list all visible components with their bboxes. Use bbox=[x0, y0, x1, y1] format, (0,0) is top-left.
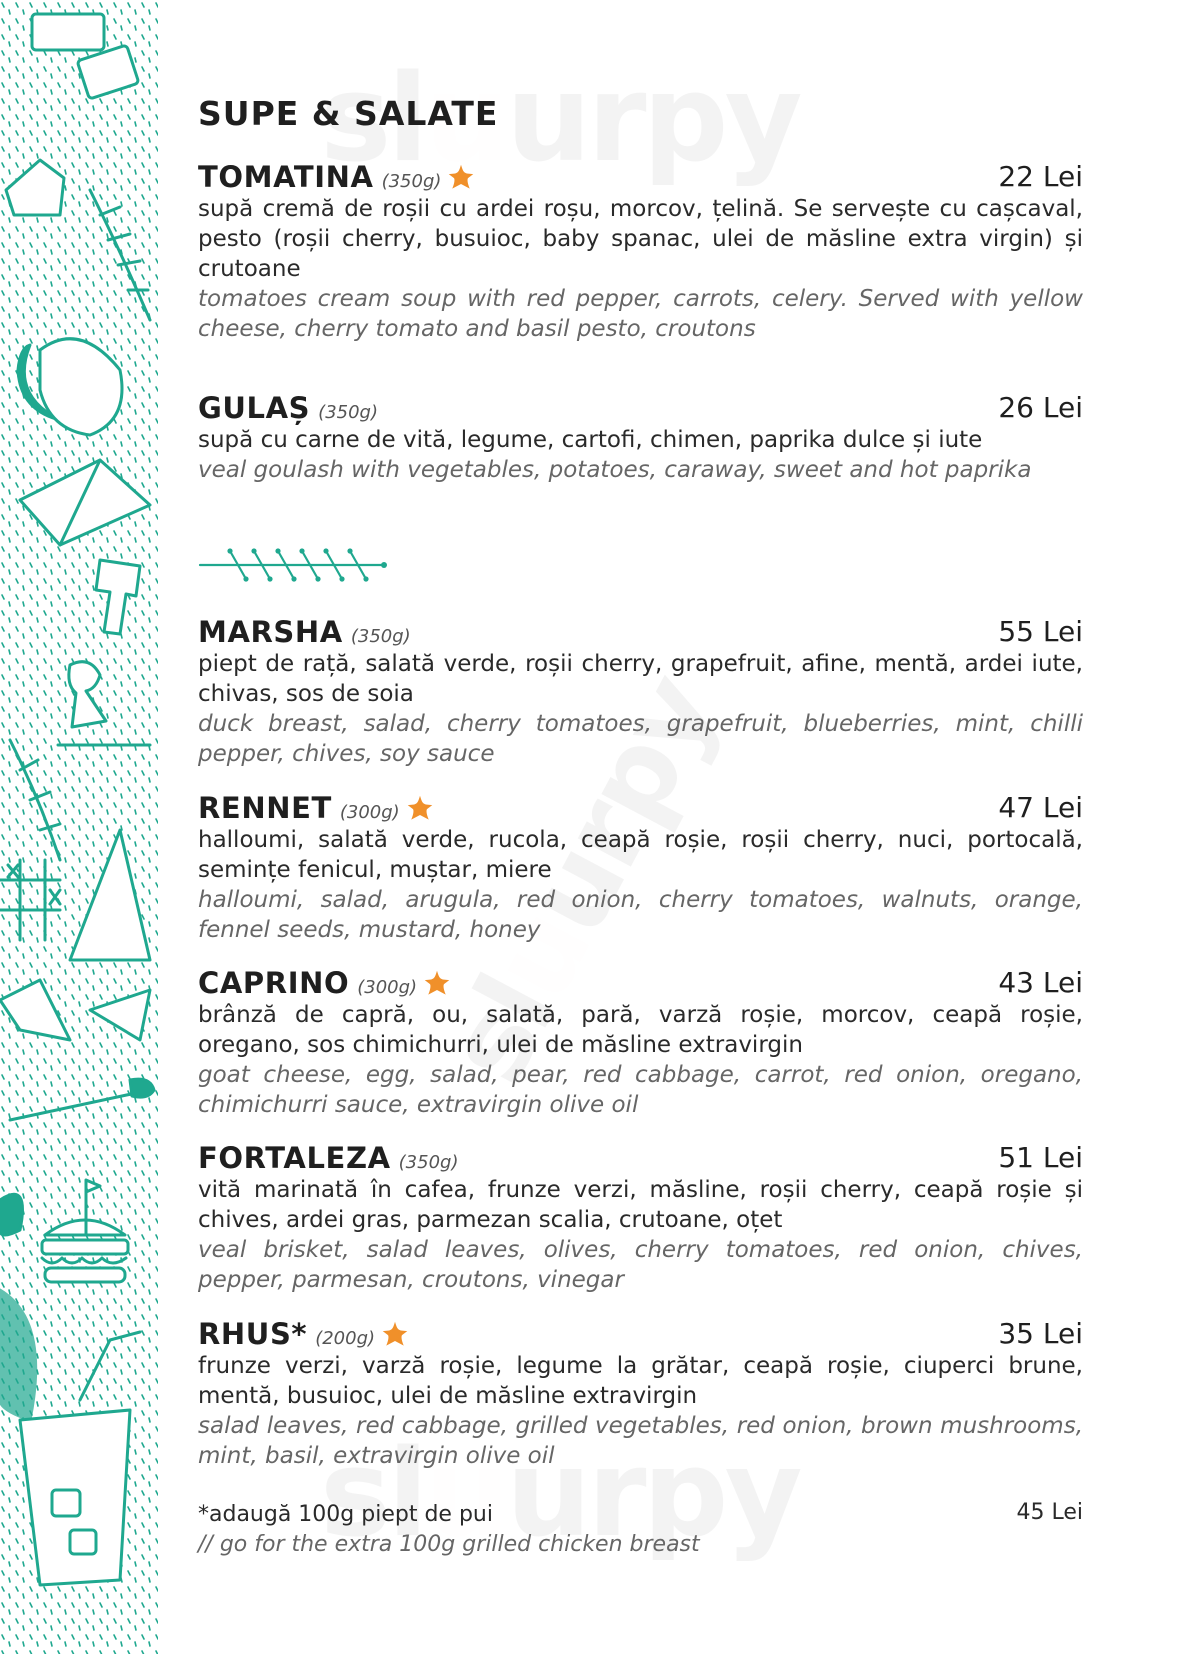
menu-item-fortaleza bbox=[198, 1141, 1083, 1295]
note-text-en: // go for the extra 100g grilled chicken breast bbox=[198, 1532, 700, 1557]
item-description-en: goat cheese, egg, salad, pear, red cabbage, carrot, red onion, oregano, chimichurri sauce, extravirgin olive oil bbox=[198, 1062, 1083, 1118]
doodle-border bbox=[0, 0, 158, 1654]
item-weight: (350g) bbox=[398, 1152, 459, 1173]
item-price: 35 Lei bbox=[998, 1317, 1083, 1350]
item-weight: (350g) bbox=[381, 171, 442, 192]
item-name: MARSHA bbox=[198, 615, 343, 649]
item-weight: (200g) bbox=[315, 1328, 376, 1349]
item-price: 51 Lei bbox=[998, 1141, 1083, 1174]
star-icon bbox=[381, 1320, 409, 1348]
doodle-illustration bbox=[0, 0, 158, 1654]
item-description-ro: supă cu carne de vită, legume, cartofi, chimen, paprika dulce și iute bbox=[198, 427, 983, 453]
item-price: 55 Lei bbox=[998, 615, 1083, 648]
item-price: 43 Lei bbox=[998, 966, 1083, 999]
menu-item-caprino bbox=[198, 966, 1083, 1120]
item-description-en: veal brisket, salad leaves, olives, cherry tomatoes, red onion, chives, pepper, parmesan, croutons, vinegar bbox=[198, 1237, 1083, 1293]
item-description-en: halloumi, salad, arugula, red onion, cherry tomatoes, walnuts, orange, fennel seeds, mustard, honey bbox=[198, 887, 1083, 943]
section-title: SUPE & SALATE bbox=[198, 94, 499, 133]
menu-item-rhus bbox=[198, 1317, 1083, 1471]
star-icon bbox=[447, 163, 475, 191]
item-description-ro: frunze verzi, varză roșie, legume la grătar, ceapă roșie, ciuperci brune, mentă, busuioc, ulei de măsline extravirgin bbox=[198, 1353, 1083, 1409]
item-name: TOMATINA bbox=[198, 160, 374, 194]
item-name: CAPRINO bbox=[198, 966, 350, 1000]
sprig-divider-icon bbox=[198, 543, 388, 587]
item-description-ro: supă cremă de roșii cu ardei roșu, morcov, țelină. Se servește cu cașcaval, pesto (roșii cherry, busuioc, baby spanac, ulei de măsline extra virgin) și crutoane bbox=[198, 196, 1083, 282]
item-price: 22 Lei bbox=[998, 160, 1083, 193]
star-icon bbox=[423, 969, 451, 997]
item-name: RENNET bbox=[198, 791, 332, 825]
item-description-en: veal goulash with vegetables, potatoes, caraway, sweet and hot paprika bbox=[198, 457, 1032, 483]
item-description-ro: brânză de capră, ou, salată, pară, varză roșie, morcov, ceapă roșie, oregano, sos chimichurri, ulei de măsline extravirgin bbox=[198, 1002, 1083, 1058]
item-name: RHUS* bbox=[198, 1317, 308, 1351]
item-weight: (300g) bbox=[357, 977, 418, 998]
menu-item-gulas bbox=[198, 391, 1083, 485]
item-price: 26 Lei bbox=[998, 391, 1083, 424]
item-description-ro: piept de rață, salată verde, roșii cherry, grapefruit, afine, mentă, ardei iute, chivas, sos de soia bbox=[198, 651, 1083, 707]
menu-item-tomatina bbox=[198, 160, 1083, 344]
extra-chicken-note bbox=[198, 1500, 1083, 1560]
item-description-en: tomatoes cream soup with red pepper, carrots, celery. Served with yellow cheese, cherry tomato and basil pesto, croutons bbox=[198, 286, 1083, 342]
item-description-ro: halloumi, salată verde, rucola, ceapă roșie, roșii cherry, nuci, portocală, semințe fenicul, muștar, miere bbox=[198, 827, 1083, 883]
item-price: 47 Lei bbox=[998, 791, 1083, 824]
item-description-en: duck breast, salad, cherry tomatoes, grapefruit, blueberries, mint, chilli pepper, chives, soy sauce bbox=[198, 711, 1083, 767]
item-weight: (300g) bbox=[339, 802, 400, 823]
star-icon bbox=[406, 794, 434, 822]
item-weight: (350g) bbox=[350, 626, 411, 647]
note-price: 45 Lei bbox=[1016, 1500, 1083, 1525]
item-description-en: salad leaves, red cabbage, grilled vegetables, red onion, brown mushrooms, mint, basil, extravirgin olive oil bbox=[198, 1413, 1083, 1469]
item-name: GULAȘ bbox=[198, 391, 311, 425]
item-weight: (350g) bbox=[318, 402, 378, 423]
item-description-ro: vită marinată în cafea, frunze verzi, măsline, roșii cherry, ceapă roșie și chives, ardei gras, parmezan scalia, crutoane, oțet bbox=[198, 1177, 1083, 1233]
menu-item-rennet bbox=[198, 791, 1083, 945]
menu-item-marsha bbox=[198, 615, 1083, 769]
item-name: FORTALEZA bbox=[198, 1141, 391, 1175]
note-text-ro: *adaugă 100g piept de pui bbox=[198, 1502, 493, 1527]
